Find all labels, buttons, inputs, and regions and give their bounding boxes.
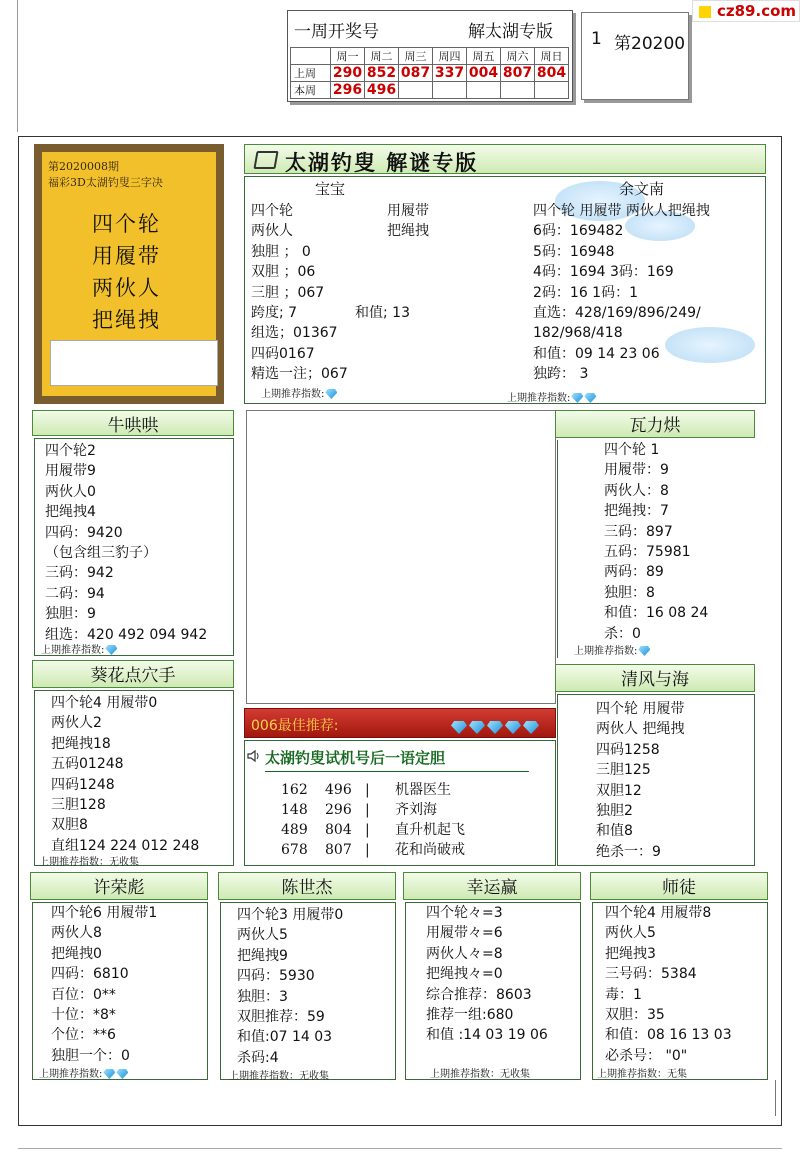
- text-line: 双胆推荐：59: [237, 1009, 325, 1026]
- result-cell: 087: [399, 65, 433, 82]
- diamond-icon: [325, 389, 337, 399]
- text-line: 十位：*8*: [51, 1007, 116, 1024]
- text-line: 精选一注；067: [251, 366, 348, 383]
- result-cell: 004: [467, 65, 501, 82]
- text-line: 四码：9420: [45, 524, 123, 541]
- text-line: 毒：1: [605, 986, 642, 1003]
- result-cell: 804: [535, 65, 569, 82]
- text-line: 把绳拽: [387, 223, 429, 239]
- card-subtitle: 福彩3D太湖钓叟三字决: [48, 176, 163, 189]
- card-word: 把绳拽: [92, 308, 161, 332]
- card-word: 两伙人: [92, 276, 161, 300]
- recommend-index: 上期推荐指数:: [574, 642, 650, 657]
- text-line: 两伙人5: [605, 925, 656, 942]
- recommend-index: 上期推荐指数：无集: [597, 1069, 687, 1080]
- text-line: 四个轮々=3: [426, 905, 503, 921]
- day-header: 周一: [331, 48, 365, 65]
- diamond-icon: [487, 721, 503, 734]
- text-line: 双胆12: [596, 782, 642, 799]
- text-line: 推荐一组:680: [426, 1007, 514, 1024]
- text-line: 三号码：5384: [605, 966, 697, 983]
- card-word: 用履带: [92, 244, 161, 268]
- text-line: 独胆：9: [45, 606, 96, 623]
- diamond-icon: [584, 393, 596, 403]
- text-line: 独胆：3: [237, 988, 288, 1005]
- text-line: 两码：89: [604, 564, 664, 581]
- issue-number-partial: 第20200: [614, 34, 686, 54]
- text-line: 五码01248: [51, 756, 124, 773]
- best-recommend-bar: [244, 708, 556, 738]
- text-line: 6码：169482: [533, 223, 624, 240]
- text-line: 把绳拽9: [237, 947, 288, 964]
- text-line: 把绳拽0: [51, 945, 102, 962]
- walihong-pane: [557, 440, 755, 658]
- result-cell: 290: [331, 65, 365, 82]
- recommend-index: 上期推荐指数：无收集: [39, 857, 139, 868]
- expert-title-shitu: 师徒: [590, 872, 768, 900]
- text-line: 四码：6810: [51, 966, 129, 983]
- divider: [18, 1148, 782, 1149]
- this-week-label: 本周: [291, 82, 331, 99]
- text-line: 和值：16 08 24: [604, 605, 709, 622]
- left-divider: [0, 0, 18, 132]
- text-line: 5码：16948: [533, 243, 615, 260]
- text-line: 四码：5930: [237, 968, 315, 985]
- text-line: 四个轮 用履带 两伙人把绳拽: [533, 203, 710, 219]
- title-underline: [265, 771, 529, 772]
- recommend-index: 上期推荐指数：无收集: [430, 1069, 530, 1080]
- text-line: 和值：08 16 13 03: [605, 1027, 732, 1044]
- text-line: 两伙人 把绳拽: [596, 721, 685, 738]
- test-title: 太湖钓叟试机号后一语定胆: [265, 749, 446, 767]
- diamond-icon: [103, 1069, 115, 1079]
- text-line: 用履带々=6: [426, 925, 503, 942]
- text-line: 把绳拽18: [51, 735, 111, 752]
- text-line: 四个轮4 用履带8: [605, 905, 712, 921]
- week-title: 一周开奖号: [294, 22, 379, 42]
- text-line: 两伙人：8: [604, 482, 669, 499]
- text-line: 独胆2: [596, 803, 633, 820]
- expert-title-qingfeng: 清风与海: [555, 664, 755, 692]
- text-line: 绝杀一：9: [596, 843, 661, 860]
- text-line: 三码：897: [604, 523, 673, 540]
- text-line: 组选；01367: [251, 325, 338, 342]
- speaker-icon: [247, 749, 261, 763]
- banner-title: 太湖钓叟 解谜专版: [285, 150, 479, 175]
- recommend-index: 上期推荐指数：无收集: [229, 1071, 329, 1082]
- test-number-box: [244, 740, 556, 866]
- diamond-icon: [523, 721, 539, 734]
- text-line: 把绳拽4: [45, 504, 96, 521]
- diamond-icon: [638, 646, 650, 656]
- text-line: 把绳拽3: [605, 945, 656, 962]
- text-line: 三胆128: [51, 797, 106, 814]
- expert-title-xingyunying: 幸运赢: [403, 872, 581, 900]
- day-header: 周五: [467, 48, 501, 65]
- niuhonghong-pane: [34, 438, 234, 656]
- text-line: 和值 :14 03 19 06: [426, 1027, 548, 1044]
- text-line: 和值; 13: [355, 305, 410, 321]
- result-cell: 337: [433, 65, 467, 82]
- expert-title-kuihua: 葵花点穴手: [32, 660, 234, 688]
- text-line: 和值8: [596, 823, 633, 840]
- diamond-icon: [451, 721, 467, 734]
- diamond-icon: [505, 721, 521, 734]
- kuihua-pane: [34, 690, 234, 866]
- text-line: 四个轮: [251, 203, 293, 219]
- last-week-label: 上周: [291, 65, 331, 82]
- text-line: 独胆：8: [604, 584, 655, 601]
- text-line: 两伙人8: [51, 925, 102, 942]
- book-icon: [253, 151, 278, 169]
- day-header: 周三: [399, 48, 433, 65]
- diamond-icon: [469, 721, 485, 734]
- card-word: 四个轮: [92, 212, 161, 236]
- week-results-box: [287, 10, 602, 102]
- text-line: 4码：1694 3码：169: [533, 264, 674, 281]
- text-line: 个位：**6: [51, 1027, 116, 1044]
- recommend-index: 上期推荐指数:: [261, 385, 337, 400]
- text-line: 四个轮4 用履带0: [51, 695, 158, 711]
- day-header: 周二: [365, 48, 399, 65]
- test-row: 678 807 | 花和尚破戒: [281, 842, 465, 858]
- text-line: 必杀号： "0": [605, 1047, 688, 1064]
- diamond-icon: [105, 645, 117, 655]
- text-line: 跨度; 7: [251, 305, 298, 322]
- riddle-card: [34, 144, 224, 404]
- text-line: 四个轮 用履带: [596, 701, 685, 717]
- diamond-icon: [571, 393, 583, 403]
- text-line: 四个轮3 用履带0: [237, 907, 344, 923]
- text-line: 四码1248: [51, 776, 115, 793]
- text-line: 两伙人5: [237, 927, 288, 944]
- logo-square-icon: [699, 6, 711, 18]
- xingyunying-pane: [405, 902, 581, 1080]
- divider: [775, 1080, 776, 1116]
- site-logo[interactable]: [692, 0, 800, 22]
- day-header: 周四: [433, 48, 467, 65]
- text-line: 四码0167: [251, 345, 315, 362]
- test-row: 162 496 | 机器医生: [281, 782, 451, 798]
- expert-name-yuwennan: 余文南: [619, 180, 665, 198]
- baobao-lines: [251, 201, 348, 385]
- text-line: 五码：75981: [604, 544, 691, 561]
- text-line: 用履带9: [45, 463, 96, 480]
- text-line: 用履带: [387, 203, 429, 219]
- text-line: 2码：16 1码：1: [533, 284, 638, 301]
- expert-title-chenshijie: 陈世杰: [218, 872, 396, 900]
- logo-text: cz89.com: [717, 2, 797, 20]
- text-line: 两伙人: [251, 223, 293, 240]
- text-line: 四个轮 1: [604, 442, 660, 458]
- text-line: 把绳拽々=0: [426, 966, 503, 983]
- text-line: 四码1258: [596, 741, 660, 758]
- chenshijie-pane: [220, 902, 396, 1080]
- result-cell: 852: [365, 65, 399, 82]
- result-cell: 496: [365, 82, 399, 99]
- xurongbiao-pane: [32, 902, 208, 1080]
- text-line: 和值：09 14 23 06: [533, 345, 660, 362]
- card-blank-area: [50, 340, 218, 386]
- text-line: 三胆125: [596, 762, 651, 779]
- shitu-pane: [592, 902, 768, 1080]
- text-line: 双胆：35: [605, 1007, 665, 1024]
- day-header: 周六: [501, 48, 535, 65]
- text-line: 四个轮2: [45, 443, 96, 459]
- text-line: 把绳拽：7: [604, 503, 669, 520]
- text-line: 杀码:4: [237, 1049, 279, 1066]
- blank-panel: [246, 410, 556, 704]
- expert-name-baobao: 宝宝: [315, 180, 346, 198]
- text-line: 两伙人々=8: [426, 945, 503, 962]
- expert-title-xurongbiao: 许荣彪: [30, 872, 208, 900]
- diamond-icon: [116, 1069, 128, 1079]
- text-line: 独跨： 3: [533, 366, 589, 383]
- day-header: 周日: [535, 48, 569, 65]
- text-line: 两伙人0: [45, 483, 96, 500]
- test-row: 489 804 | 直升机起飞: [281, 822, 465, 838]
- text-line: 二码：94: [45, 585, 105, 602]
- text-line: （包含组三豹子）: [45, 545, 157, 562]
- week-results-table: [290, 47, 569, 99]
- text-line: 两伙人2: [51, 715, 102, 732]
- text-line: 独胆 ； 0: [251, 243, 311, 260]
- text-line: 独胆一个：0: [51, 1047, 130, 1064]
- text-line: 杀：0: [604, 625, 641, 642]
- text-line: 双胆 ；06: [251, 264, 316, 281]
- text-line: 用履带：9: [604, 462, 669, 479]
- text-line: 直组124 224 012 248: [51, 837, 200, 854]
- text-line: 三胆 ；067: [251, 284, 325, 301]
- text-line: 双胆8: [51, 817, 88, 834]
- text-line: 百位：0**: [51, 986, 116, 1003]
- test-row: 148 296 | 齐刘海: [281, 802, 437, 818]
- text-line: 四个轮6 用履带1: [51, 905, 158, 921]
- top-expert-pane: [244, 176, 766, 404]
- issue-box: [581, 12, 689, 100]
- text-line: 182/968/418: [533, 325, 623, 342]
- title-banner: [244, 144, 766, 174]
- qingfeng-pane: [557, 694, 755, 866]
- recommend-index: 上期推荐指数:: [41, 641, 117, 656]
- best-recommend-label: 006最佳推荐:: [251, 718, 339, 734]
- page-number: 1: [591, 29, 602, 49]
- expert-title-niuhonghong: 牛哄哄: [32, 410, 234, 436]
- text-line: 组选：420 492 094 942: [45, 626, 208, 643]
- text-line: 和值:07 14 03: [237, 1029, 333, 1046]
- card-issue: 第2020008期: [48, 160, 119, 173]
- week-subtitle: 解太湖专版: [468, 22, 553, 42]
- text-line: 综合推荐：8603: [426, 986, 532, 1003]
- result-cell: 807: [501, 65, 535, 82]
- recommend-index: 上期推荐指数:: [39, 1065, 128, 1080]
- result-cell: 296: [331, 82, 365, 99]
- recommend-index: 上期推荐指数:: [507, 389, 596, 404]
- expert-title-walihong: 瓦力烘: [555, 410, 755, 438]
- yuwennan-lines: [533, 201, 710, 385]
- text-line: 三码：942: [45, 565, 114, 582]
- text-line: 直选：428/169/896/249/: [533, 305, 701, 322]
